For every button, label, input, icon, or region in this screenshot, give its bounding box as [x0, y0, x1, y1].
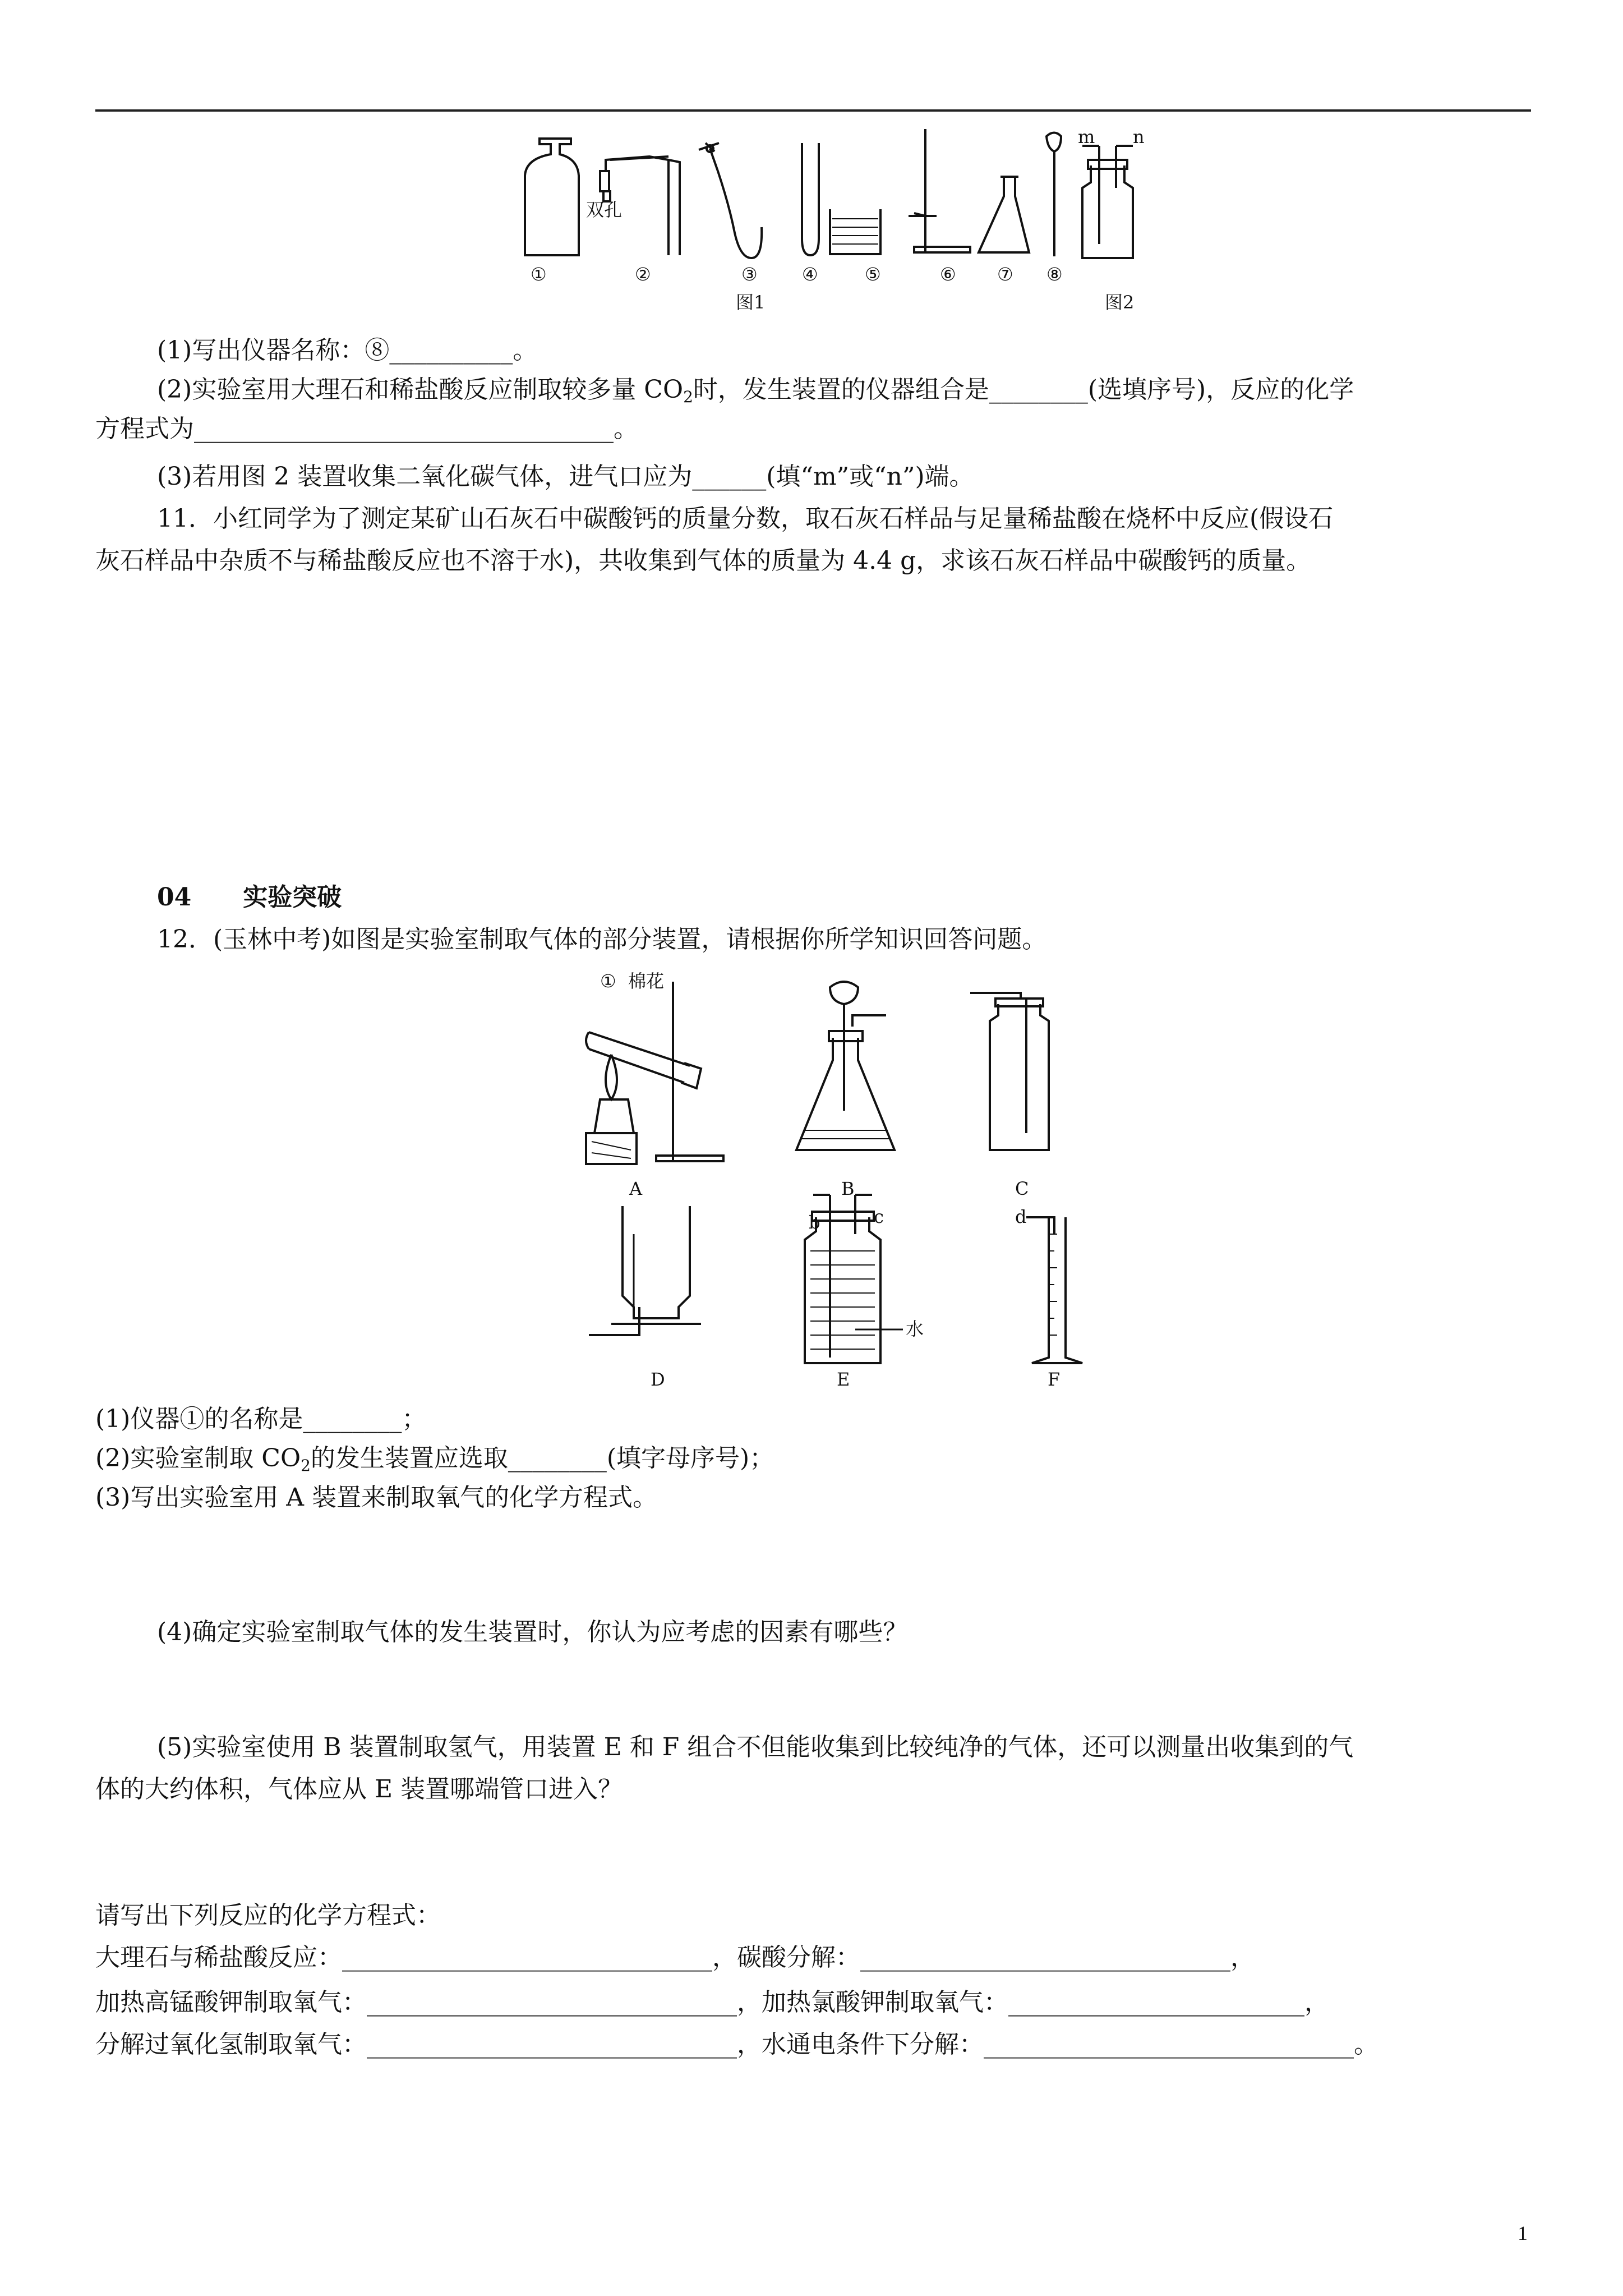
fig1-num-6: ⑥	[940, 264, 956, 285]
header-rule	[95, 109, 1531, 112]
q11-line1: 11．小红同学为了测定某矿山石灰石中碳酸钙的质量分数，取石灰石样品与足量稀盐酸在烧杯中反应(假设石	[157, 504, 1334, 533]
fig1-caption: 图1	[736, 292, 766, 313]
q12-fig-circle1: ①	[600, 970, 616, 992]
fig1-num-5: ⑤	[865, 264, 881, 285]
fig1-label-shuangkong: 双孔	[586, 199, 623, 220]
fig1-num-2: ②	[635, 264, 651, 285]
fig2-caption: 图2	[1105, 292, 1135, 313]
equations-intro: 请写出下列反应的化学方程式：	[95, 1901, 441, 1930]
fig1-num-4: ④	[802, 264, 818, 285]
q12-fig-label-c: C	[1015, 1178, 1029, 1199]
section-heading: 04 实验突破	[157, 883, 342, 912]
q12-part5-line1: (5)实验室使用 B 装置制取氢气，用装置 E 和 F 组合不但能收集到比较纯净的气体，还可以测量出收集到的气	[157, 1733, 1354, 1761]
equations-row1: 大理石与稀盐酸反应：______________________________，碳酸分解：______________________________，	[95, 1943, 1255, 1972]
q10-part1: (1)写出仪器名称：⑧__________。	[157, 336, 538, 365]
q10-part3: (3)若用图 2 装置收集二氧化碳气体，进气口应为______(填“m”或“n”)端。	[157, 462, 974, 491]
q12-part3: (3)写出实验室用 A 装置来制取氧气的化学方程式。	[95, 1483, 658, 1512]
q12-fig-port-d: d	[1015, 1206, 1027, 1227]
q12-part1: (1)仪器①的名称是________；	[95, 1405, 427, 1433]
fig2-port-n: n	[1133, 126, 1145, 148]
q12-part4: (4)确定实验室制取气体的发生装置时，你认为应考虑的因素有哪些？	[157, 1618, 908, 1646]
q11-line2: 灰石样品中杂质不与稀盐酸反应也不溶于水)，共收集到气体的质量为 4.4 g，求该石灰石样品中碳酸钙的质量。	[95, 546, 1311, 575]
fig1-num-3: ③	[741, 264, 758, 285]
fig1-num-8: ⑧	[1046, 264, 1063, 285]
q12-fig-port-c: c	[874, 1206, 884, 1227]
fig1-num-1: ①	[531, 264, 547, 285]
q12-fig-label-d: D	[651, 1369, 665, 1390]
q12-fig-label-f: F	[1048, 1369, 1061, 1390]
page-number: 1	[1518, 2222, 1528, 2244]
q12-fig-water: 水	[906, 1318, 924, 1340]
q12-fig-label-e: E	[837, 1369, 850, 1390]
q10-part2-line1: (2)实验室用大理石和稀盐酸反应制取较多量 $CO_2$时，发生装置的仪器组合是________(选填序号)，反应的化学	[157, 375, 1354, 406]
q12-intro: 12．(玉林中考)如图是实验室制取气体的部分装置，请根据你所学知识回答问题。	[157, 925, 1047, 954]
q12-fig-label-a: A	[629, 1178, 643, 1199]
q12-part2: (2)实验室制取 $CO_2$的发生装置应选取________(填字母序号)；	[95, 1444, 774, 1475]
q12-part5-line2: 体的大约体积，气体应从 E 装置哪端管口进入？	[95, 1775, 623, 1803]
figure-1-2-apparatus	[522, 126, 1161, 317]
q10-part2-line2: 方程式为__________________________________。	[95, 415, 638, 443]
equations-row3: 分解过氧化氢制取氧气：______________________________，水通电条件下分解：______________________________。	[95, 2030, 1378, 2059]
q12-fig-port-b: b	[809, 1212, 820, 1233]
fig2-port-m: m	[1078, 126, 1095, 148]
fig1-num-7: ⑦	[997, 264, 1013, 285]
q12-fig-cotton: 棉花	[628, 970, 665, 992]
equations-row2: 加热高锰酸钾制取氧气：______________________________，加热氯酸钾制取氧气：________________________，	[95, 1988, 1329, 2017]
q12-fig-label-b: B	[841, 1178, 855, 1199]
figure-q12-apparatus	[566, 970, 1150, 1397]
